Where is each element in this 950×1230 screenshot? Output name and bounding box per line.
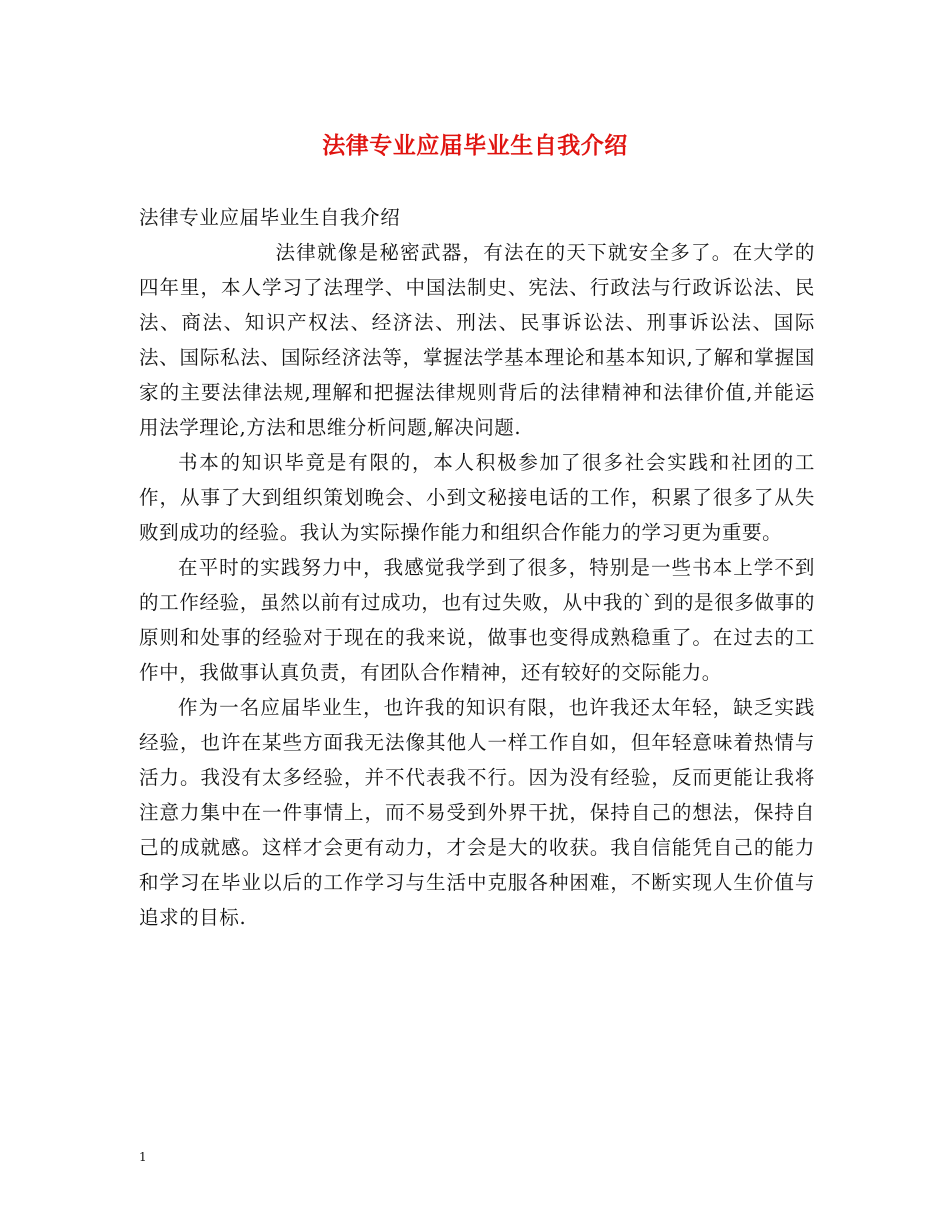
paragraph-1: 法律就像是秘密武器，有法在的天下就安全多了。在大学的四年里，本人学习了法理学、中国法制史、宪法、行政法与行政诉讼法、民法、商法、知识产权法、经济法、刑法、民事诉讼法、刑事诉讼法、国际法、国际私法、国际经济法等，掌握法学基本理论和基本知识,了解和掌握国家的主要法律法规,理解和把握法律规则背后的法律精神和法律价值,并能运用法学理论,方法和思维分析问题,解决问题.: [139, 241, 815, 439]
paragraph-3: 在平时的实践努力中，我感觉我学到了很多，特别是一些书本上学不到的工作经验，虽然以前有过成功，也有过失败，从中我的`到的是很多做事的原则和处事的经验对于现在的我来说，做事也变得成熟稳重了。在过去的工作中，我做事认真负责，有团队合作精神，还有较好的交际能力。: [139, 556, 815, 684]
document-title: 法律专业应届毕业生自我介绍: [322, 132, 628, 159]
paragraph-4: 作为一名应届毕业生，也许我的知识有限，也许我还太年轻，缺乏实践经验，也许在某些方面我无法像其他人一样工作自如，但年轻意味着热情与活力。我没有太多经验，并不代表我不行。因为没有经验，反而更能让我将注意力集中在一件事情上，而不易受到外界干扰，保持自己的想法，保持自己的成就感。这样才会更有动力，才会是大的收获。我自信能凭自己的能力和学习在毕业以后的工作学习与生活中克服各种困难，不断实现人生价值与追求的目标.: [139, 696, 815, 929]
paragraph-2: 书本的知识毕竟是有限的，本人积极参加了很多社会实践和社团的工作，从事了大到组织策划晚会、小到文秘接电话的工作，积累了很多了从失败到成功的经验。我认为实际操作能力和组织合作能力的学习更为重要。: [139, 451, 815, 544]
document-subtitle: 法律专业应届毕业生自我介绍: [139, 206, 401, 229]
document-body: [139, 200, 815, 935]
page-number: 1: [139, 1150, 147, 1164]
